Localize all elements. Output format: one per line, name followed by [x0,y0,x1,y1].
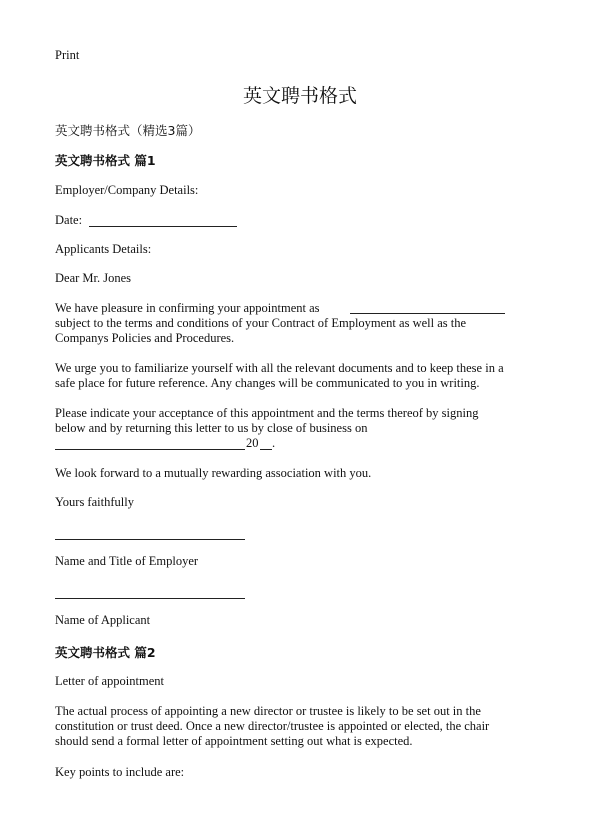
employer-details-label: Employer/Company Details: [55,183,199,197]
position-blank [350,313,505,314]
print-link[interactable]: Print [55,48,80,62]
paragraph-2-line-1: We urge you to familiarize yourself with all the relevant documents and to keep these in a [55,361,504,375]
section-2-paragraph-line-2: constitution or trust deed. Once a new director/trustee is appointed or elected, the chair [55,719,490,733]
paragraph-1-line-2: subject to the terms and conditions of your Contract of Employment as well as the [55,316,467,330]
section-heading-1: 英文聘书格式 篇1 [55,153,156,168]
paragraph-2-line-2: safe place for future reference. Any changes will be communicated to you in writing. [55,376,480,390]
applicants-details-label: Applicants Details: [55,242,152,256]
applicant-signature-label: Name of Applicant [55,613,151,627]
date-label: Date: [55,213,83,227]
year-prefix: 20 [246,436,259,450]
employer-signature-line [55,539,245,540]
page-title: 英文聘书格式 [242,85,357,107]
section-2-paragraph-line-1: The actual process of appointing a new director or trustee is likely to be set out in the [55,704,481,718]
document-subtitle: 英文聘书格式（精选3篇） [55,123,201,138]
applicant-signature-line [55,598,245,599]
letter-of-appointment-title: Letter of appointment [55,674,164,688]
paragraph-1-line-1: We have pleasure in confirming your appointment as [55,301,320,315]
key-points-label: Key points to include are: [55,765,185,779]
paragraph-3-line-2: below and by returning this letter to us by close of business on [55,421,368,435]
date-blank-business [55,449,245,450]
paragraph-1-line-3: Companys Policies and Procedures. [55,331,235,345]
closing-paragraph: We look forward to a mutually rewarding association with you. [55,466,372,480]
section-2-paragraph-line-3: should send a formal letter of appointment setting out what is expected. [55,734,413,748]
sign-off: Yours faithfully [55,495,134,509]
salutation: Dear Mr. Jones [55,271,132,285]
paragraph-3-line-1: Please indicate your acceptance of this appointment and the terms thereof by signing [55,406,479,420]
year-blank [260,449,272,450]
paragraph-3-period: . [272,436,276,450]
section-heading-2: 英文聘书格式 篇2 [55,645,156,660]
date-blank [89,226,237,227]
employer-signature-label: Name and Title of Employer [55,554,199,568]
